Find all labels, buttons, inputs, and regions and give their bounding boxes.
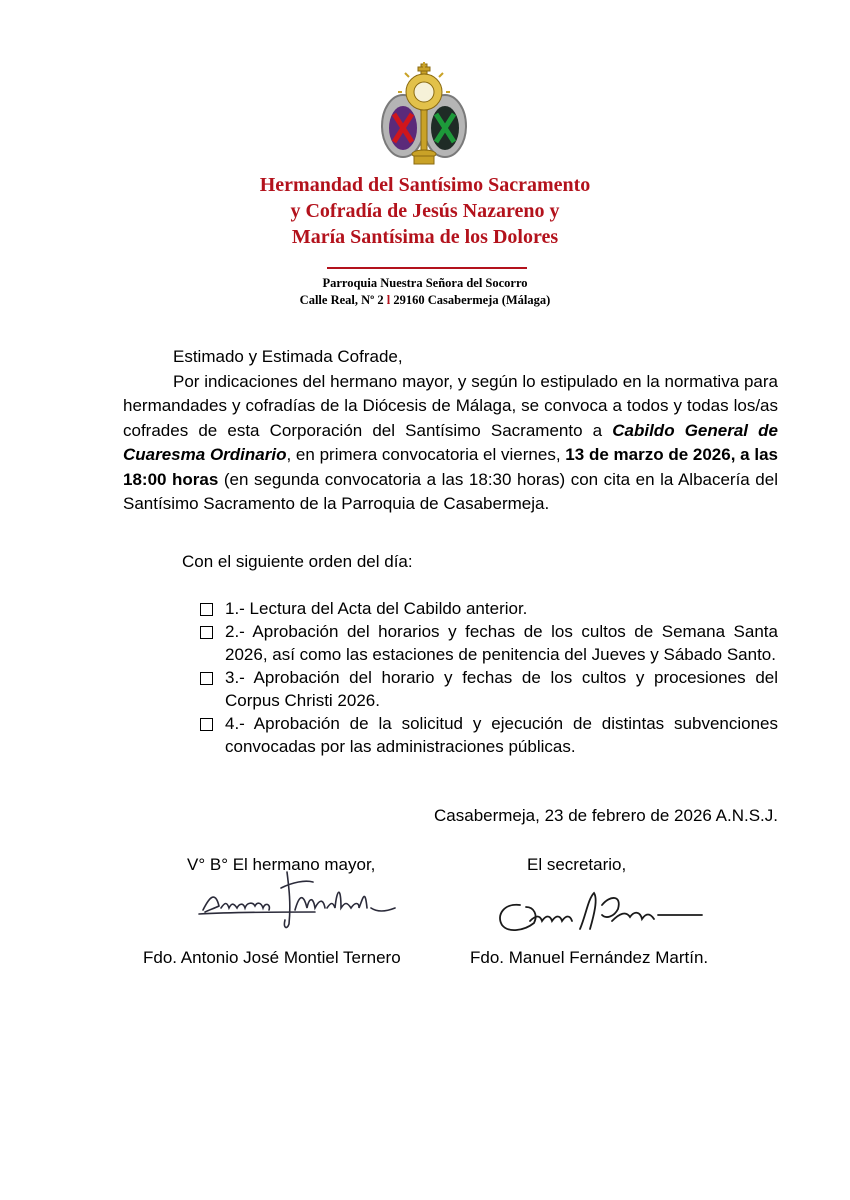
brotherhood-title xyxy=(150,172,700,250)
address-city: 29160 Casabermeja (Málaga) xyxy=(393,293,551,307)
convocation-paragraph xyxy=(123,370,778,517)
title-line-3: María Santísima de los Dolores xyxy=(291,226,559,248)
monstrance-crosses-emblem-icon xyxy=(378,62,470,168)
header-divider xyxy=(327,267,527,269)
title-line-1: Hermandad del Santísimo Sacramento xyxy=(259,174,591,196)
secretary-role-label: El secretario, xyxy=(527,855,627,874)
president-name: Fdo. Antonio José Montiel Ternero xyxy=(143,948,401,967)
event-datetime: 13 de marzo de 2026, a las 18:00 horas xyxy=(123,445,779,489)
checkbox-icon xyxy=(200,603,213,616)
secretary-signature xyxy=(490,885,705,940)
paragraph-text-a: Por indicaciones del hermano mayor, y según lo estipulado en la normativa para hermandades y cofradías de la Diócesis de Málaga, se convoca a todos y todas los/as cofrades de esta Corporación del Santísimo Sacramento a xyxy=(123,371,778,440)
parish-name: Parroquia Nuestra Señora del Socorro xyxy=(322,276,528,290)
address-street: Calle Real, Nº 2 xyxy=(299,293,384,307)
president-signature xyxy=(195,868,400,938)
agenda-item xyxy=(200,597,778,620)
event-name: Cabildo General de Cuaresma Ordinario xyxy=(123,420,778,464)
paragraph-text-c: (en segunda convocatoria a las 18:30 horas) con cita en la Albacería del Santísimo Sacramento de la Parroquia de Casabermeja. xyxy=(123,469,778,513)
agenda-item xyxy=(200,712,778,758)
agenda-intro: Con el siguiente orden del día: xyxy=(182,552,413,571)
checkbox-icon xyxy=(200,626,213,639)
agenda-item xyxy=(200,666,778,712)
president-role-label: V° B° El hermano mayor, xyxy=(187,855,376,874)
secretary-name: Fdo. Manuel Fernández Martín. xyxy=(470,948,709,967)
agenda-item-text: 4.- Aprobación de la solicitud y ejecución de distintas subvenciones convocadas por las administraciones públicas. xyxy=(225,714,778,756)
letter-body xyxy=(123,345,778,517)
agenda-item xyxy=(200,620,778,666)
title-line-2: y Cofradía de Jesús Nazareno y xyxy=(290,200,560,222)
agenda-list xyxy=(200,597,778,758)
street-address xyxy=(200,292,650,309)
greeting: Estimado y Estimada Cofrade, xyxy=(173,347,403,366)
checkbox-icon xyxy=(200,672,213,685)
agenda-item-text: 1.- Lectura del Acta del Cabildo anterior. xyxy=(225,599,528,618)
checkbox-icon xyxy=(200,718,213,731)
agenda-item-text: 2.- Aprobación del horarios y fechas de los cultos de Semana Santa 2026, así como las estaciones de penitencia del Jueves y Sábado Santo. xyxy=(225,622,778,664)
address-separator: l xyxy=(386,293,391,307)
paragraph-text-b: , en primera convocatoria el viernes, xyxy=(286,445,566,464)
parish-address-block xyxy=(200,275,650,309)
place-and-date: Casabermeja, 23 de febrero de 2026 A.N.S.J. xyxy=(434,806,778,825)
agenda-item-text: 3.- Aprobación del horario y fechas de los cultos y procesiones del Corpus Christi 2026. xyxy=(225,668,778,710)
